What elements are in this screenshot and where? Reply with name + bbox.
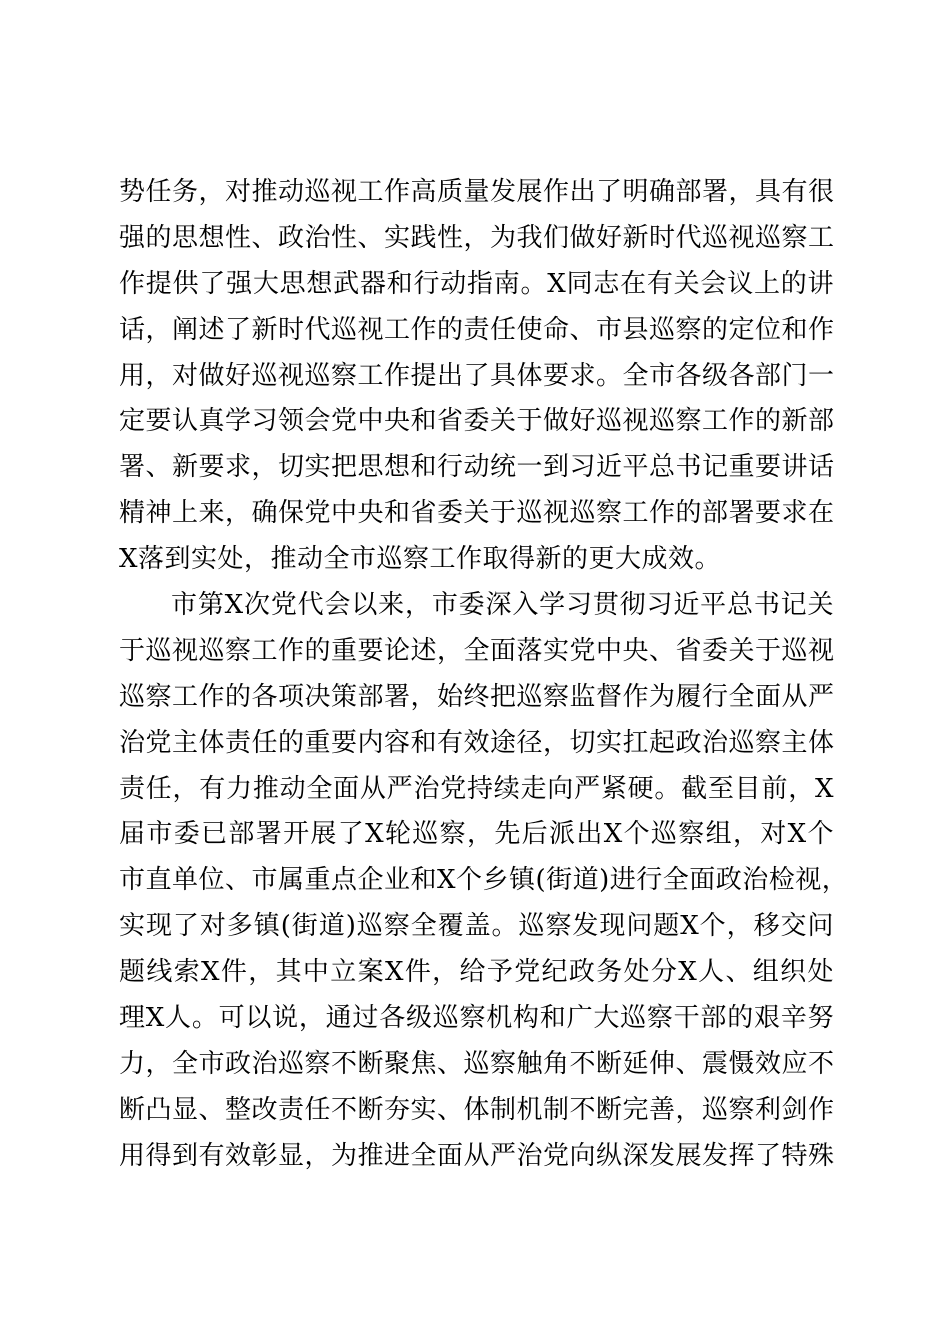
paragraph-1-line-5: 用，对做好巡视巡察工作提出了具体要求。全市各级各部门一: [119, 360, 835, 391]
document-body: [119, 170, 849, 1180]
paragraph-1-line-9: X落到实处，推动全市巡察工作取得新的更大成效。: [119, 544, 722, 575]
paragraph-2-line-10: 理X人。可以说，通过各级巡察机构和广大巡察干部的艰辛努: [119, 1003, 834, 1034]
paragraph-1-line-6: 定要认真学习领会党中央和省委关于做好巡视巡察工作的新部: [119, 406, 835, 437]
paragraph-2-line-8: 实现了对多镇(街道)巡察全覆盖。巡察发现问题X个，移交问: [119, 911, 834, 942]
paragraph-1-line-8: 精神上来，确保党中央和省委关于巡视巡察工作的部署要求在: [119, 498, 835, 529]
paragraph-2-line-13: 用得到有效彰显，为推进全面从严治党向纵深发展发挥了特殊: [119, 1140, 835, 1171]
paragraph-1-line-1: 势任务，对推动巡视工作高质量发展作出了明确部署，具有很: [119, 177, 835, 207]
paragraph-2-line-1: 市第X次党代会以来，市委深入学习贯彻习近平总书记关: [171, 590, 834, 621]
paragraph-2-line-3: 巡察工作的各项决策部署，始终把巡察监督作为履行全面从严: [119, 681, 835, 712]
paragraph-2-line-4: 治党主体责任的重要内容和有效途径，切实扛起政治巡察主体: [119, 727, 835, 758]
paragraph-2-line-2: 于巡视巡察工作的重要论述，全面落实党中央、省委关于巡视: [119, 635, 835, 666]
paragraph-1-line-2: 强的思想性、政治性、实践性，为我们做好新时代巡视巡察工: [119, 222, 835, 253]
paragraph-2-line-12: 断凸显、整改责任不断夯实、体制机制不断完善，巡察利剑作: [119, 1094, 835, 1125]
paragraph-1-line-7: 署、新要求，切实把思想和行动统一到习近平总书记重要讲话: [119, 452, 835, 483]
paragraph-1: [119, 170, 834, 583]
paragraph-1-line-3: 作提供了强大思想武器和行动指南。X同志在有关会议上的讲: [119, 268, 834, 299]
paragraph-2-line-5: 责任，有力推动全面从严治党持续走向严紧硬。截至目前，X: [119, 773, 834, 804]
paragraph-2-line-6: 届市委已部署开展了X轮巡察，先后派出X个巡察组，对X个: [119, 819, 834, 850]
paragraph-2: [119, 583, 849, 1180]
paragraph-2-line-7: 市直单位、市属重点企业和X个乡镇(街道)进行全面政治检视，: [119, 865, 849, 896]
paragraph-1-line-4: 话，阐述了新时代巡视工作的责任使命、市县巡察的定位和作: [119, 314, 835, 345]
paragraph-2-line-9: 题线索X件，其中立案X件，给予党纪政务处分X人、组织处: [119, 957, 834, 988]
paragraph-2-line-11: 力，全市政治巡察不断聚焦、巡察触角不断延伸、震慑效应不: [119, 1048, 835, 1079]
